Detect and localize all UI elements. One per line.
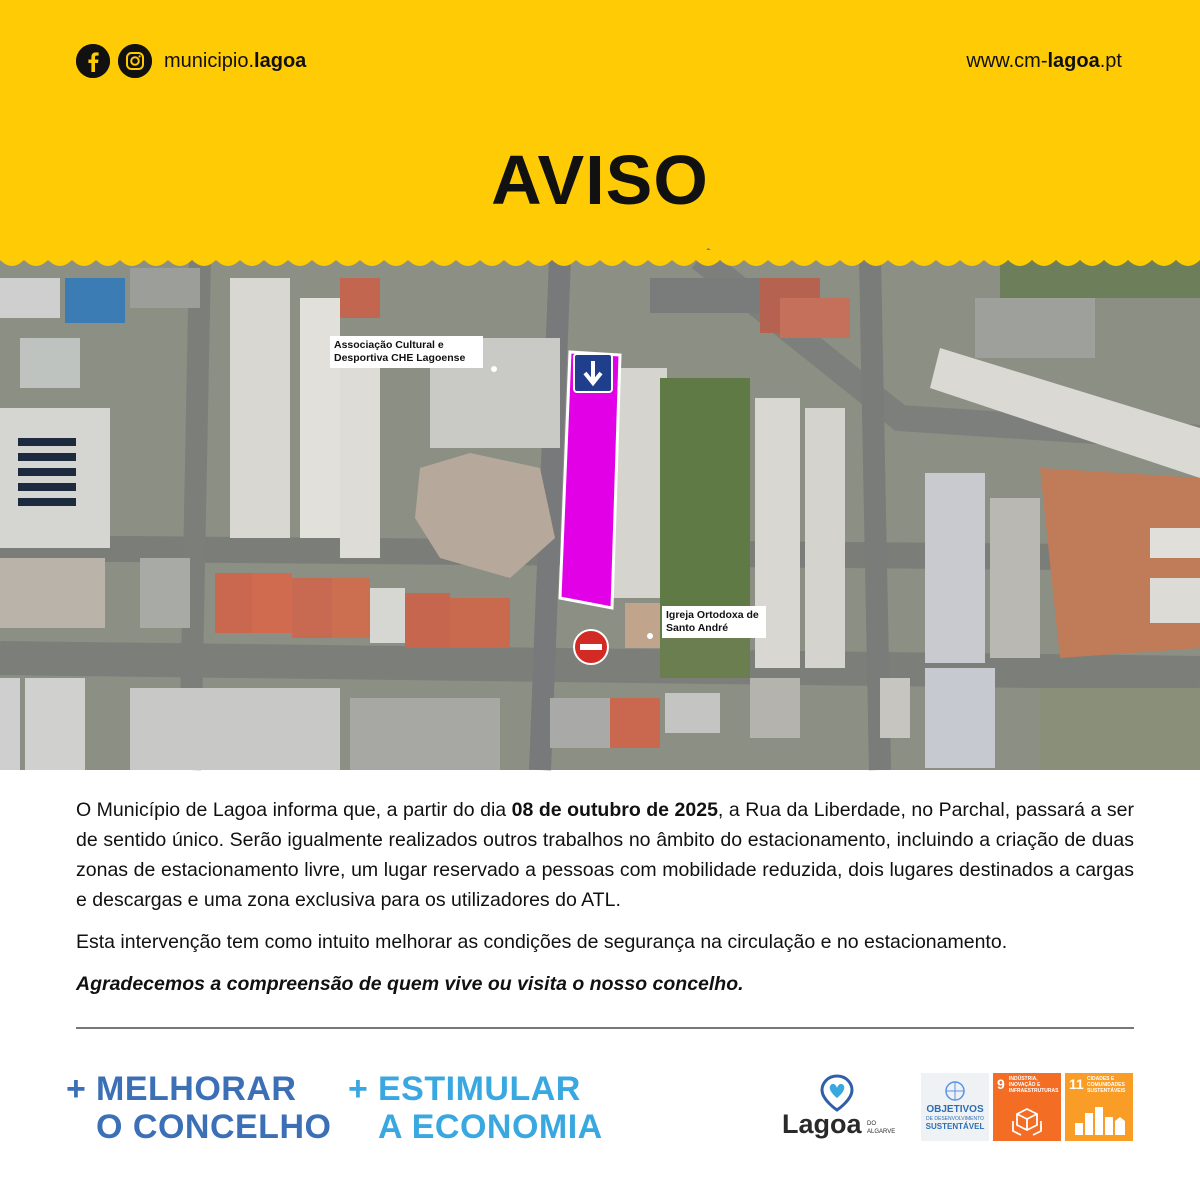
map-image: [0, 258, 1200, 770]
svg-text:Lagoa: Lagoa: [782, 1109, 862, 1139]
no-entry-icon: [574, 630, 608, 664]
instagram-icon[interactable]: [118, 44, 152, 78]
label-church: Igreja Ortodoxa de Santo André: [662, 606, 766, 638]
slogan-estimular: + ESTIMULAR A ECONOMIA: [348, 1070, 603, 1146]
svg-text:11: 11: [1069, 1076, 1084, 1092]
page-title: AVISO: [491, 141, 709, 219]
svg-text:9: 9: [997, 1076, 1005, 1092]
aerial-map: [0, 258, 1200, 770]
label-association: Associação Cultural e Desportiva CHE Lagoense: [330, 336, 483, 368]
arrow-down-icon: [574, 354, 612, 392]
notice-text: [76, 795, 1134, 999]
notice-paragraph-2: Esta intervenção tem como intuito melhorar as condições de segurança na circulação e no estacionamento.: [76, 931, 1008, 953]
notice-paragraph-1: O Município de Lagoa informa que, a partir do dia 08 de outubro de 2025, a Rua da Liberdade, no Parchal, passará a ser de sentido único. Serão igualmente realizados outros trabalhos no âmbito do estacionamento, incluindo a criação de duas zonas de estacionamento livre, um lugar reservado a pessoas com mobilidade reduzida, dois lugares destinados a cargas e descargas e uma zona exclusiva para os utilizadores do ATL.: [76, 799, 1134, 911]
sdg11-icon: 11 CIDADES E COMUNIDADES SUSTENTÁVEIS: [1065, 1073, 1133, 1141]
divider: [76, 1027, 1134, 1029]
sdg9-icon: 9 INDÚSTRIA, INOVAÇÃO E INFRAESTRUTURAS: [993, 1073, 1061, 1141]
svg-text:DE DESENVOLVIMENTO: DE DESENVOLVIMENTO: [926, 1116, 984, 1122]
facebook-icon[interactable]: [76, 44, 110, 78]
website-link[interactable]: www.cm-lagoa.pt: [966, 50, 1122, 72]
svg-text:OBJETIVOS: OBJETIVOS: [926, 1104, 984, 1115]
wavy-divider: [0, 250, 1200, 274]
sdg-logo: [921, 1073, 989, 1141]
svg-text:SUSTENTÁVEL: SUSTENTÁVEL: [925, 1122, 985, 1131]
header-banner: [0, 0, 1200, 262]
svg-text:DO: DO: [867, 1121, 876, 1127]
lagoa-logo: [782, 1070, 896, 1140]
social-handle[interactable]: municipio.lagoa: [164, 49, 307, 72]
slogan-melhorar: + MELHORAR O CONCELHO: [66, 1070, 332, 1146]
svg-text:ALGARVE: ALGARVE: [867, 1129, 896, 1135]
social-links: [76, 44, 306, 78]
notice-date: 08 de outubro de 2025: [511, 799, 718, 821]
notice-thanks: Agradecemos a compreensão de quem vive ou visita o nosso concelho.: [76, 973, 744, 995]
